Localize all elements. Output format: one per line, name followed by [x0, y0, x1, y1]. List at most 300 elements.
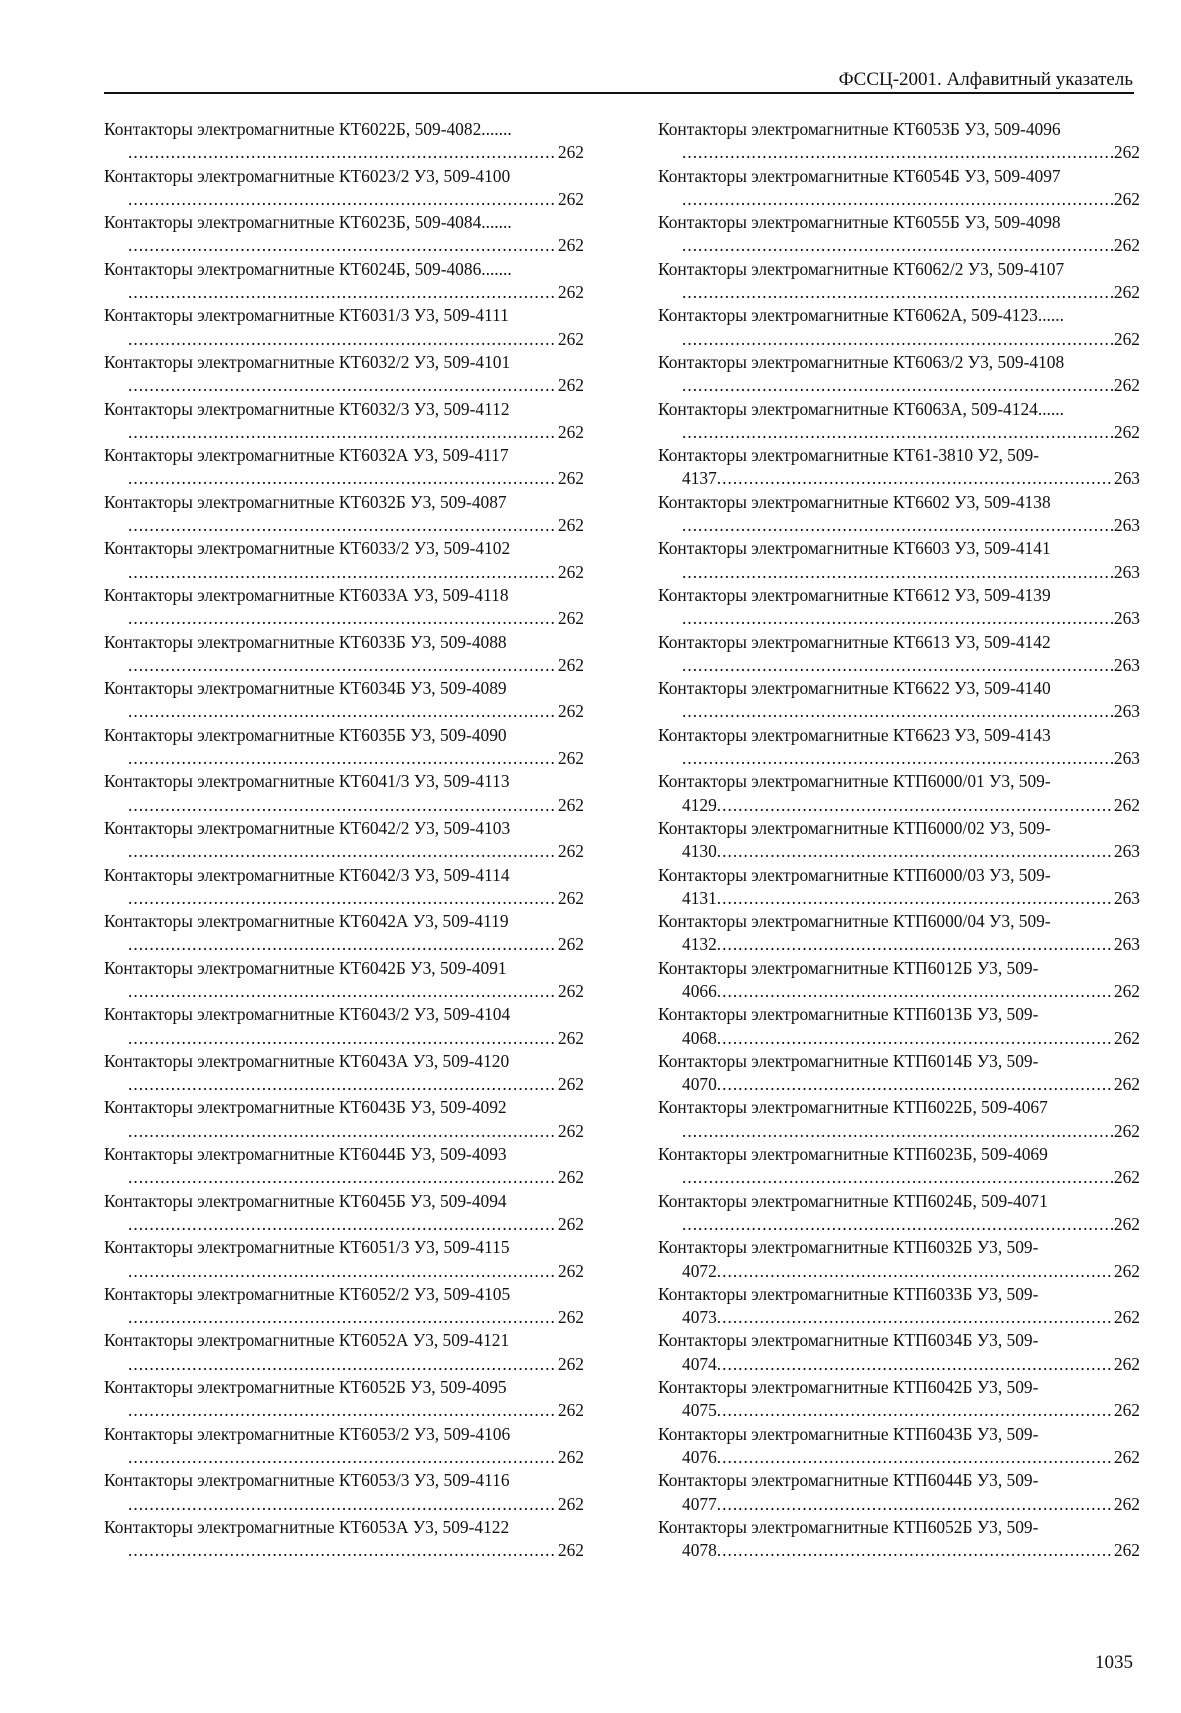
dot-leader — [128, 1493, 557, 1516]
index-entry — [658, 491, 1140, 538]
entry-page-number: 262 — [557, 328, 584, 349]
dot-leader — [128, 467, 557, 490]
index-entry — [104, 910, 584, 957]
entry-leader-line — [658, 1120, 1140, 1143]
entry-title: Контакторы электромагнитные КТ6033/2 У3, 509-4102 — [104, 538, 511, 559]
index-entry — [104, 118, 584, 165]
index-entry — [104, 351, 584, 398]
entry-title: Контакторы электромагнитные КТ6045Б У3, 509-4094 — [104, 1190, 507, 1211]
entry-page-number: 262 — [1113, 1167, 1140, 1188]
index-entry — [658, 304, 1140, 351]
entry-leader-line — [658, 607, 1140, 630]
entry-continuation: 4129 — [682, 794, 717, 815]
entry-title: Контакторы электромагнитные КТП6043Б У3, 509- — [658, 1423, 1039, 1444]
index-entry — [104, 1283, 584, 1330]
entry-page-number: 262 — [1113, 1027, 1140, 1048]
entry-continuation: 4132 — [682, 934, 717, 955]
index-column-left — [104, 118, 584, 1562]
entry-title: Контакторы электромагнитные КТП6000/04 У3, 509- — [658, 911, 1051, 932]
dot-leader — [128, 141, 557, 164]
index-entry — [104, 211, 584, 258]
entry-title: Контакторы электромагнитные КТ6043Б У3, 509-4092 — [104, 1097, 507, 1118]
index-entry — [104, 1003, 584, 1050]
index-entry — [104, 864, 584, 911]
entry-leader-line — [104, 234, 584, 257]
entry-title: Контакторы электромагнитные КТ6023Б, 509-4084....... — [104, 212, 512, 233]
index-entry — [658, 631, 1140, 678]
entry-page-number: 262 — [557, 1260, 584, 1281]
entry-leader-line — [104, 141, 584, 164]
entry-page-number: 262 — [557, 515, 584, 536]
entry-title: Контакторы электромагнитные КТ6023/2 У3, 509-4100 — [104, 165, 511, 186]
dot-leader — [717, 1306, 1113, 1329]
entry-leader-line — [104, 654, 584, 677]
entry-page-number: 263 — [1113, 701, 1140, 722]
index-entry — [104, 1050, 584, 1097]
dot-leader — [717, 1446, 1113, 1469]
dot-leader — [128, 328, 557, 351]
entry-page-number: 262 — [1113, 142, 1140, 163]
entry-leader-line — [104, 1073, 584, 1096]
index-entry — [104, 957, 584, 1004]
dot-leader — [128, 188, 557, 211]
entry-title: Контакторы электромагнитные КТ6044Б У3, 509-4093 — [104, 1144, 507, 1165]
dot-leader — [128, 700, 557, 723]
entry-page-number: 263 — [1113, 468, 1140, 489]
entry-title: Контакторы электромагнитные КТ6062А, 509-4123...... — [658, 305, 1064, 326]
dot-leader — [128, 1353, 557, 1376]
entry-page-number: 262 — [557, 1493, 584, 1514]
entry-title: Контакторы электромагнитные КТ6053/3 У3, 509-4116 — [104, 1470, 510, 1491]
entry-title: Контакторы электромагнитные КТ6052А У3, 509-4121 — [104, 1330, 510, 1351]
dot-leader — [717, 933, 1113, 956]
index-entry — [658, 211, 1140, 258]
entry-title: Контакторы электромагнитные КТ6033Б У3, 509-4088 — [104, 631, 507, 652]
entry-page-number: 262 — [1113, 282, 1140, 303]
index-entry — [658, 1050, 1140, 1097]
entry-continuation: 4078 — [682, 1540, 717, 1561]
entry-leader-line — [658, 141, 1140, 164]
dot-leader — [128, 607, 557, 630]
entry-leader-line — [104, 980, 584, 1003]
entry-leader-line — [104, 421, 584, 444]
dot-leader — [128, 1120, 557, 1143]
entry-leader-line — [104, 1027, 584, 1050]
entry-leader-line — [658, 700, 1140, 723]
dot-leader — [128, 234, 557, 257]
index-entry — [658, 957, 1140, 1004]
header-rule — [104, 92, 1134, 94]
dot-leader — [682, 141, 1113, 164]
entry-page-number: 262 — [557, 1074, 584, 1095]
page-header-title: ФССЦ-2001. Алфавитный указатель — [838, 69, 1133, 90]
page-number: 1035 — [1095, 1652, 1133, 1673]
entry-leader-line — [658, 747, 1140, 770]
dot-leader — [682, 328, 1113, 351]
entry-page-number: 262 — [557, 794, 584, 815]
entry-leader-line — [104, 607, 584, 630]
dot-leader — [128, 887, 557, 910]
entry-page-number: 262 — [1113, 1260, 1140, 1281]
index-entry — [104, 1423, 584, 1470]
dot-leader — [717, 887, 1113, 910]
entry-leader-line — [658, 514, 1140, 537]
entry-leader-line — [658, 933, 1140, 956]
index-entry — [104, 770, 584, 817]
index-entry — [658, 770, 1140, 817]
entry-leader-line — [104, 933, 584, 956]
index-entry — [658, 677, 1140, 724]
entry-page-number: 263 — [1113, 608, 1140, 629]
dot-leader — [128, 933, 557, 956]
entry-page-number: 262 — [557, 654, 584, 675]
dot-leader — [682, 654, 1113, 677]
entry-page-number: 262 — [1113, 1307, 1140, 1328]
dot-leader — [128, 1166, 557, 1189]
entry-title: Контакторы электромагнитные КТ6053/2 У3, 509-4106 — [104, 1423, 511, 1444]
entry-leader-line — [658, 467, 1140, 490]
entry-title: Контакторы электромагнитные КТ6042/3 У3, 509-4114 — [104, 864, 510, 885]
entry-page-number: 262 — [557, 841, 584, 862]
entry-title: Контакторы электромагнитные КТП6032Б У3, 509- — [658, 1237, 1039, 1258]
index-entry — [658, 1516, 1140, 1563]
entry-title: Контакторы электромагнитные КТ6062/2 У3, 509-4107 — [658, 258, 1065, 279]
entry-title: Контакторы электромагнитные КТП6022Б, 509-4067 — [658, 1097, 1048, 1118]
entry-leader-line — [104, 747, 584, 770]
entry-title: Контакторы электромагнитные КТ6042Б У3, 509-4091 — [104, 957, 507, 978]
dot-leader — [682, 188, 1113, 211]
dot-leader — [128, 1306, 557, 1329]
dot-leader — [128, 1027, 557, 1050]
index-entry — [658, 1190, 1140, 1237]
entry-page-number: 262 — [557, 282, 584, 303]
entry-continuation: 4072 — [682, 1260, 717, 1281]
index-entry — [658, 817, 1140, 864]
entry-page-number: 262 — [557, 1446, 584, 1467]
entry-page-number: 262 — [557, 421, 584, 442]
entry-leader-line — [658, 1260, 1140, 1283]
entry-title: Контакторы электромагнитные КТ6055Б У3, 509-4098 — [658, 212, 1061, 233]
index-entry — [658, 1376, 1140, 1423]
dot-leader — [128, 421, 557, 444]
index-entry — [658, 864, 1140, 911]
entry-title: Контакторы электромагнитные КТ6054Б У3, 509-4097 — [658, 165, 1061, 186]
entry-title: Контакторы электромагнитные КТ6622 У3, 509-4140 — [658, 678, 1051, 699]
entry-title: Контакторы электромагнитные КТ6033А У3, 509-4118 — [104, 584, 509, 605]
index-entry — [104, 677, 584, 724]
entry-title: Контакторы электромагнитные КТ6623 У3, 509-4143 — [658, 724, 1051, 745]
entry-leader-line — [658, 980, 1140, 1003]
index-entry — [104, 304, 584, 351]
entry-title: Контакторы электромагнитные КТ6053Б У3, 509-4096 — [658, 119, 1061, 139]
index-entry — [104, 165, 584, 212]
dot-leader — [717, 980, 1113, 1003]
entry-continuation: 4074 — [682, 1353, 717, 1374]
dot-leader — [682, 1213, 1113, 1236]
entry-leader-line — [104, 374, 584, 397]
entry-title: Контакторы электромагнитные КТ6053А У3, 509-4122 — [104, 1516, 510, 1537]
dot-leader — [717, 1493, 1113, 1516]
entry-title: Контакторы электромагнитные КТ6032/2 У3, 509-4101 — [104, 351, 511, 372]
entry-page-number: 262 — [1113, 980, 1140, 1001]
index-entry — [104, 258, 584, 305]
entry-page-number: 262 — [1113, 375, 1140, 396]
entry-leader-line — [104, 1213, 584, 1236]
entry-title: Контакторы электромагнитные КТ6613 У3, 509-4142 — [658, 631, 1051, 652]
entry-page-number: 262 — [557, 235, 584, 256]
entry-leader-line — [104, 1306, 584, 1329]
entry-leader-line — [658, 234, 1140, 257]
entry-page-number: 262 — [557, 980, 584, 1001]
entry-title: Контакторы электромагнитные КТП6000/02 У3, 509- — [658, 817, 1051, 838]
index-entry — [658, 537, 1140, 584]
entry-title: Контакторы электромагнитные КТ6603 У3, 509-4141 — [658, 538, 1051, 559]
index-entry — [658, 398, 1140, 445]
entry-page-number: 262 — [1113, 1400, 1140, 1421]
entry-page-number: 262 — [1113, 1353, 1140, 1374]
index-entry — [104, 584, 584, 631]
entry-title: Контакторы электромагнитные КТ6063/2 У3, 509-4108 — [658, 351, 1065, 372]
entry-continuation: 4073 — [682, 1307, 717, 1328]
entry-continuation: 4075 — [682, 1400, 717, 1421]
entry-page-number: 262 — [557, 934, 584, 955]
dot-leader — [682, 514, 1113, 537]
dot-leader — [128, 1399, 557, 1422]
entry-page-number: 262 — [1113, 188, 1140, 209]
dot-leader — [128, 1260, 557, 1283]
entry-leader-line — [104, 1260, 584, 1283]
entry-title: Контакторы электромагнитные КТП6044Б У3, 509- — [658, 1470, 1039, 1491]
entry-title: Контакторы электромагнитные КТ6032Б У3, 509-4087 — [104, 491, 507, 512]
entry-title: Контакторы электромагнитные КТ6612 У3, 509-4139 — [658, 584, 1051, 605]
index-entry — [104, 1096, 584, 1143]
entry-title: Контакторы электромагнитные КТ6042А У3, 509-4119 — [104, 911, 509, 932]
index-entry — [658, 1236, 1140, 1283]
entry-title: Контакторы электромагнитные КТ6602 У3, 509-4138 — [658, 491, 1051, 512]
entry-title: Контакторы электромагнитные КТ6043А У3, 509-4120 — [104, 1050, 510, 1071]
entry-page-number: 262 — [557, 375, 584, 396]
entry-page-number: 262 — [1113, 235, 1140, 256]
entry-title: Контакторы электромагнитные КТ6024Б, 509-4086....... — [104, 258, 512, 279]
entry-title: Контакторы электромагнитные КТП6034Б У3, 509- — [658, 1330, 1039, 1351]
dot-leader — [682, 374, 1113, 397]
dot-leader — [717, 1073, 1113, 1096]
index-entry — [658, 1469, 1140, 1516]
dot-leader — [128, 1213, 557, 1236]
entry-continuation: 4068 — [682, 1027, 717, 1048]
entry-leader-line — [658, 561, 1140, 584]
dot-leader — [128, 281, 557, 304]
entry-title: Контакторы электромагнитные КТ61-3810 У2, 509- — [658, 445, 1040, 466]
index-entry — [658, 444, 1140, 491]
entry-title: Контакторы электромагнитные КТ6052/2 У3, 509-4105 — [104, 1283, 511, 1304]
dot-leader — [682, 747, 1113, 770]
dot-leader — [128, 374, 557, 397]
index-entry — [104, 1376, 584, 1423]
dot-leader — [128, 514, 557, 537]
entry-page-number: 262 — [1113, 1120, 1140, 1141]
index-entry — [104, 537, 584, 584]
entry-page-number: 262 — [557, 1540, 584, 1561]
dot-leader — [682, 234, 1113, 257]
dot-leader — [128, 1539, 557, 1562]
index-entry — [658, 258, 1140, 305]
entry-page-number: 262 — [557, 1027, 584, 1048]
index-column-right — [658, 118, 1140, 1562]
entry-title: Контакторы электромагнитные КТ6063А, 509-4124...... — [658, 398, 1064, 419]
entry-page-number: 263 — [1113, 934, 1140, 955]
entry-title: Контакторы электромагнитные КТП6042Б У3, 509- — [658, 1377, 1039, 1398]
entry-leader-line — [658, 1027, 1140, 1050]
entry-leader-line — [104, 188, 584, 211]
entry-title: Контакторы электромагнитные КТП6000/01 У3, 509- — [658, 771, 1051, 792]
entry-continuation: 4131 — [682, 887, 717, 908]
index-entry — [104, 817, 584, 864]
index-entry — [104, 444, 584, 491]
entry-page-number: 262 — [1113, 1540, 1140, 1561]
dot-leader — [717, 1353, 1113, 1376]
entry-title: Контакторы электромагнитные КТ6052Б У3, 509-4095 — [104, 1377, 507, 1398]
entry-leader-line — [658, 1306, 1140, 1329]
entry-leader-line — [658, 1213, 1140, 1236]
entry-page-number: 262 — [1113, 1074, 1140, 1095]
index-entry — [658, 584, 1140, 631]
entry-leader-line — [104, 1399, 584, 1422]
index-entry — [104, 724, 584, 771]
entry-title: Контакторы электромагнитные КТП6023Б, 509-4069 — [658, 1144, 1048, 1165]
entry-title: Контакторы электромагнитные КТ6034Б У3, 509-4089 — [104, 678, 507, 699]
dot-leader — [128, 1446, 557, 1469]
entry-page-number: 262 — [557, 608, 584, 629]
index-entry — [658, 165, 1140, 212]
entry-page-number: 263 — [1113, 841, 1140, 862]
dot-leader — [717, 794, 1113, 817]
entry-continuation: 4077 — [682, 1493, 717, 1514]
entry-leader-line — [658, 188, 1140, 211]
entry-page-number: 263 — [1113, 654, 1140, 675]
entry-leader-line — [104, 1166, 584, 1189]
entry-title: Контакторы электромагнитные КТП6013Б У3, 509- — [658, 1004, 1039, 1025]
entry-leader-line — [658, 794, 1140, 817]
entry-leader-line — [104, 1493, 584, 1516]
index-entry — [658, 910, 1140, 957]
entry-title: Контакторы электромагнитные КТ6032А У3, 509-4117 — [104, 445, 509, 466]
index-entry — [104, 398, 584, 445]
dot-leader — [682, 1166, 1113, 1189]
entry-page-number: 262 — [1113, 1446, 1140, 1467]
entry-title: Контакторы электромагнитные КТП6000/03 У3, 509- — [658, 864, 1051, 885]
dot-leader — [717, 467, 1113, 490]
entry-title: Контакторы электромагнитные КТ6051/3 У3, 509-4115 — [104, 1237, 510, 1258]
dot-leader — [128, 747, 557, 770]
index-entry — [658, 1096, 1140, 1143]
dot-leader — [717, 840, 1113, 863]
entry-title: Контакторы электромагнитные КТ6043/2 У3, 509-4104 — [104, 1004, 511, 1025]
entry-continuation: 4076 — [682, 1446, 717, 1467]
dot-leader — [682, 421, 1113, 444]
entry-title: Контакторы электромагнитные КТ6032/3 У3, 509-4112 — [104, 398, 510, 419]
entry-leader-line — [104, 887, 584, 910]
entry-title: Контакторы электромагнитные КТП6033Б У3, 509- — [658, 1283, 1039, 1304]
entry-page-number: 262 — [557, 1167, 584, 1188]
entry-page-number: 262 — [557, 1400, 584, 1421]
entry-page-number: 262 — [1113, 1493, 1140, 1514]
entry-leader-line — [104, 281, 584, 304]
dot-leader — [128, 840, 557, 863]
entry-continuation: 4070 — [682, 1074, 717, 1095]
entry-page-number: 262 — [557, 1307, 584, 1328]
entry-leader-line — [104, 467, 584, 490]
entry-leader-line — [658, 887, 1140, 910]
entry-page-number: 262 — [557, 468, 584, 489]
index-entry — [658, 1423, 1140, 1470]
entry-leader-line — [658, 1399, 1140, 1422]
entry-leader-line — [658, 421, 1140, 444]
entry-page-number: 263 — [1113, 887, 1140, 908]
index-entry — [658, 724, 1140, 771]
dot-leader — [682, 700, 1113, 723]
entry-leader-line — [658, 1166, 1140, 1189]
entry-title: Контакторы электромагнитные КТ6035Б У3, 509-4090 — [104, 724, 507, 745]
dot-leader — [717, 1539, 1113, 1562]
dot-leader — [128, 794, 557, 817]
dot-leader — [128, 1073, 557, 1096]
index-entry — [104, 491, 584, 538]
entry-leader-line — [104, 328, 584, 351]
index-entry — [104, 1236, 584, 1283]
entry-continuation: 4066 — [682, 980, 717, 1001]
entry-leader-line — [658, 1493, 1140, 1516]
entry-leader-line — [104, 1539, 584, 1562]
index-entry — [658, 118, 1140, 165]
entry-leader-line — [658, 281, 1140, 304]
entry-page-number: 262 — [557, 1213, 584, 1234]
entry-title: Контакторы электромагнитные КТ6041/3 У3, 509-4113 — [104, 771, 510, 792]
index-entry — [104, 1516, 584, 1563]
entry-page-number: 263 — [1113, 515, 1140, 536]
entry-page-number: 262 — [557, 1120, 584, 1141]
entry-leader-line — [658, 328, 1140, 351]
entry-leader-line — [104, 794, 584, 817]
entry-leader-line — [104, 561, 584, 584]
entry-title: Контакторы электромагнитные КТП6052Б У3, 509- — [658, 1516, 1039, 1537]
index-entry — [658, 1283, 1140, 1330]
entry-page-number: 262 — [1113, 1213, 1140, 1234]
entry-page-number: 262 — [557, 887, 584, 908]
entry-title: Контакторы электромагнитные КТ6022Б, 509-4082....... — [104, 119, 512, 139]
entry-leader-line — [104, 1446, 584, 1469]
entry-leader-line — [104, 1120, 584, 1143]
index-entry — [104, 1190, 584, 1237]
dot-leader — [717, 1260, 1113, 1283]
entry-leader-line — [104, 840, 584, 863]
entry-title: Контакторы электромагнитные КТ6031/3 У3, 509-4111 — [104, 305, 509, 326]
entry-page-number: 262 — [1113, 794, 1140, 815]
dot-leader — [682, 281, 1113, 304]
entry-leader-line — [658, 1446, 1140, 1469]
entry-page-number: 263 — [1113, 748, 1140, 769]
index-entry — [104, 1469, 584, 1516]
entry-page-number: 262 — [557, 188, 584, 209]
entry-leader-line — [104, 700, 584, 723]
entry-page-number: 262 — [557, 561, 584, 582]
entry-title: Контакторы электромагнитные КТП6024Б, 509-4071 — [658, 1190, 1048, 1211]
entry-page-number: 262 — [557, 701, 584, 722]
entry-page-number: 262 — [1113, 328, 1140, 349]
entry-page-number: 263 — [1113, 561, 1140, 582]
entry-leader-line — [104, 514, 584, 537]
index-entry — [104, 1329, 584, 1376]
